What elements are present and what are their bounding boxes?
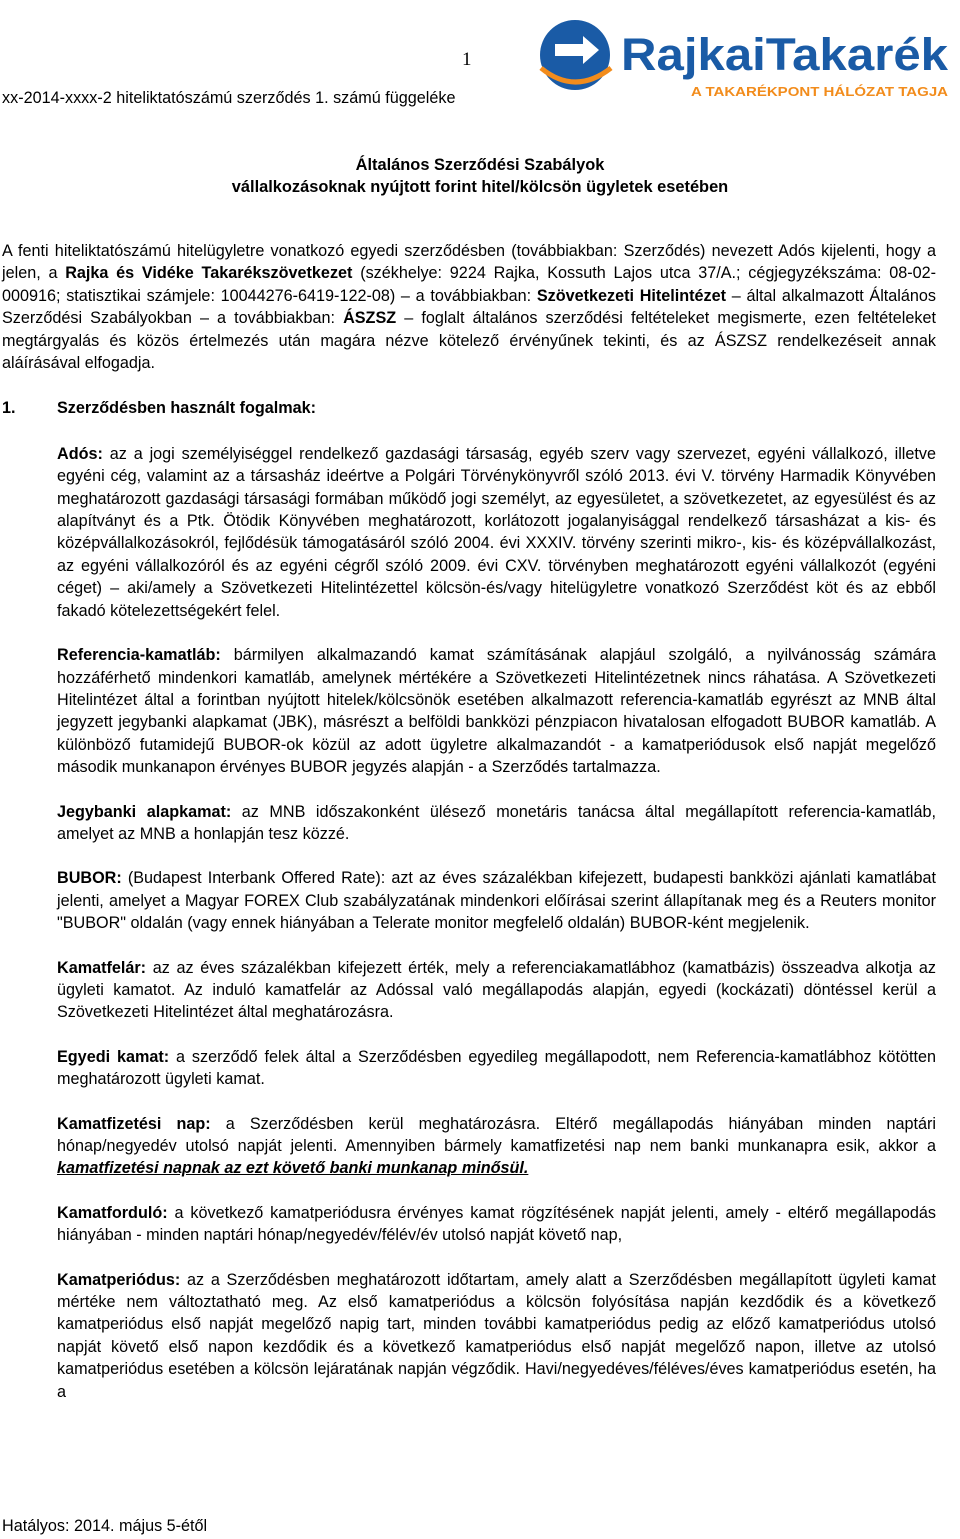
definition-term: Referencia-kamatláb:: [57, 646, 221, 665]
section-title: Szerződésben használt fogalmak:: [57, 399, 317, 418]
document-body: [2, 240, 936, 1425]
effective-date-footer: Hatályos: 2014. május 5-étől: [2, 1517, 208, 1535]
definition-text: (Budapest Interbank Offered Rate): azt az éves százalékban kifejezett, budapesti bankközi ajánlati kamatlábat jelenti, amelyet a Magyar FOREX Club szabályzatának mindenkori előírásai szerint állapítanak meg és a Reuters monitor "BUBOR" oldalán (vagy ennek hiányában a Telerate monitor megfelelő oldalán) BUBOR-ként megjelenik.: [57, 869, 936, 933]
emphasized-rule: kamatfizetési napnak az ezt követő banki munkanap minősül.: [57, 1159, 529, 1178]
definition-kamatperiodus: [57, 1269, 936, 1403]
definition-referencia-kamatlab: [57, 644, 936, 778]
intro-text: (székhelye: 9224 Rajka, Kossuth Lajos utca 37/A.; cégjegyzékszáma: 08-02-000916; statisztikai számjele: 10044276-6419-122-08) – a továbbiakban:: [2, 264, 936, 305]
definition-text: bármilyen alkalmazandó kamat számításának alapjául szolgáló, a nyilvánosság számára hozzáférhető mindenkori kamatláb, amelynek mértékére a Szövetkezeti Hitelintézetnek nincs ráhatása. A Szövetkezeti Hitelintézet által a forintban nyújtott hitelek/kölcsönök esetében alkalmazott referencia-kamatláb egyrészt az MNB által jegyzett jegybanki alapkamat (JBK), másrészt a belföldi bankközi pénzpiacon hivatalosan elfogadott BUBOR kamatláb. A különböző futamidejű BUBOR-ok közül az adott ügyletre alkalmazandót - a kamatperiódusok első napját megelőző második munkanapon érvényes BUBOR jegyzés alapján - a Szerződés tartalmazza.: [57, 646, 936, 777]
definition-term: BUBOR:: [57, 869, 122, 888]
definitions-list: [57, 443, 936, 1403]
definition-kamatfelar: [57, 957, 936, 1024]
rajkai-takarek-logo: [533, 10, 953, 100]
definition-egyedi-kamat: [57, 1046, 936, 1091]
intro-text: – által alkalmazott Általános Szerződési Szabályokban – a továbbiakban:: [2, 286, 936, 328]
definition-term: Jegybanki alapkamat:: [57, 802, 232, 821]
document-reference: xx-2014-xxxx-2 hiteliktatószámú szerződés 1. számú függeléke: [2, 89, 456, 107]
title-line-2: vállalkozásoknak nyújtott forint hitel/kölcsön ügyletek esetében: [231, 178, 729, 196]
institution-short-name: Szövetkezeti Hitelintézet: [536, 286, 727, 305]
institution-name: Rajka és Vidéke Takarékszövetkezet: [65, 264, 353, 283]
aszsz-abbreviation: ÁSZSZ: [343, 309, 397, 328]
intro-paragraph: [2, 240, 936, 374]
definition-text: az MNB időszakonként ülésező monetáris tanácsa által megállapított referencia-kamatláb, amelyet az MNB a honlapján tesz közzé.: [57, 802, 937, 843]
intro-text: – foglalt általános szerződési feltételeket megismerte, ezen feltételeket megtárgyalás és közös értelmezés után magára nézve kötelező érvényűnek tekinti, és az ÁSZSZ rendelkezéseit annak aláírásával elfogadja.: [2, 309, 936, 373]
section-heading: [2, 397, 936, 419]
definition-kamatfizetesi-nap: [57, 1113, 936, 1180]
definition-text: az a jogi személyiséggel rendelkező gazdasági társaság, egyéb szerv vagy szervezet, egyéni vállalkozó, illetve egyéni cég, valamint az a társasház ideértve a Polgári Törvénykönyvről szóló 2013. évi V. törvény Harmadik Könyvében meghatározott gazdasági társasági formában működő jogi személyt, az egyesületet, a szövetkezetet, az egyesülést és az alapítványt és a Ptk. Ötödik Könyvében meghatározott, korlátozott jogalanyisággal rendelkező társasházat a kis- és középvállalkozásokról, fejlődésük támogatásáról szóló 2004. évi XXXIV. törvény szerinti mikro-, kis- és középvállalkozást, az egyéni vállalkozóról és az egyéni cégről szóló 2009. évi CXV. törvényben meghatározott egyéni vállalkozót (egyéni céget) – aki/amely a Szövetkezeti Hitelintézettel kölcsön-és/vagy hitelügyletre vonatkozó Szerződést köt és az ebből fakadó kötelezettségekért felel.: [57, 444, 936, 620]
definition-term: Egyedi kamat:: [57, 1047, 170, 1066]
page-number: 1: [462, 49, 472, 70]
definition-text: az az éves százalékban kifejezett érték, mely a referenciakamatlábhoz (kamatbázis) összeadva alkotja az ügyleti kamatot. Az induló kamatfelár az Adóssal való megállapodás alapján, egyedi (kockázati) döntéssel kerül a Szövetkezeti Hitelintézet által meghatározásra.: [57, 958, 936, 1022]
definition-bubor: [57, 867, 936, 934]
document-title: [0, 154, 960, 198]
logo-tagline: A TAKARÉKPONT HÁLÓZAT TAGJA: [691, 84, 949, 99]
definition-kamatfordulo: [57, 1202, 936, 1247]
section-number: 1.: [2, 399, 16, 418]
definition-term: Kamatforduló:: [57, 1203, 168, 1222]
definition-text: az a Szerződésben meghatározott időtartam, amely alatt a Szerződésben megállapított ügyleti kamat mértéke nem változtatható meg. Az első kamatperiódus a kölcsön folyósítása napján kezdődik és a következő kamatperiódus első napját megelőző napig tart, minden további kamatperiódus pedig az előző kamatperiódus utolsó napját követő első napon kezdődik és a következő kamatperiódus első napját megelőző napon, illetve az utolsó kamatperiódus esetében a kölcsön lejáratának napján végződik. Havi/negyedéves/féléves/éves kamatperiódus esetén, ha a: [57, 1270, 936, 1401]
definition-ados: [57, 443, 936, 622]
definition-jegybanki-alapkamat: [57, 801, 936, 846]
definition-text: a Szerződésben kerül meghatározásra. Eltérő megállapodás hiányában minden naptári hónap/negyedév utolsó napját jelenti. Amennyiben bármely kamatfizetési nap nem banki munkanapra esik, akkor a: [57, 1114, 936, 1155]
definition-term: Kamatperiódus:: [57, 1270, 181, 1289]
definition-text: a következő kamatperiódusra érvényes kamat rögzítésének napját jelenti, amely - eltérő megállapodás hiányában - minden naptári hónap/negyedév/félév/év utolsó napját követő nap,: [57, 1203, 936, 1245]
definition-text: a szerződő felek által a Szerződésben egyedileg megállapodott, nem Referencia-kamatlábhoz kötötten meghatározott ügyleti kamat.: [57, 1047, 936, 1089]
definition-term: Kamatfelár:: [57, 958, 147, 977]
logo-graphic: [533, 10, 953, 100]
definition-term: Kamatfizetési nap:: [57, 1114, 211, 1133]
definition-term: Adós:: [57, 444, 103, 463]
title-line-1: Általános Szerződési Szabályok: [355, 156, 605, 174]
logo-wordmark: RajkaiTakarék: [621, 29, 950, 80]
intro-text: A fenti hiteliktatószámú hitelügyletre vonatkozó egyedi szerződésben (továbbiakban: Szerződés) nevezett Adós kijelenti, hogy a jelen, a: [2, 242, 936, 283]
